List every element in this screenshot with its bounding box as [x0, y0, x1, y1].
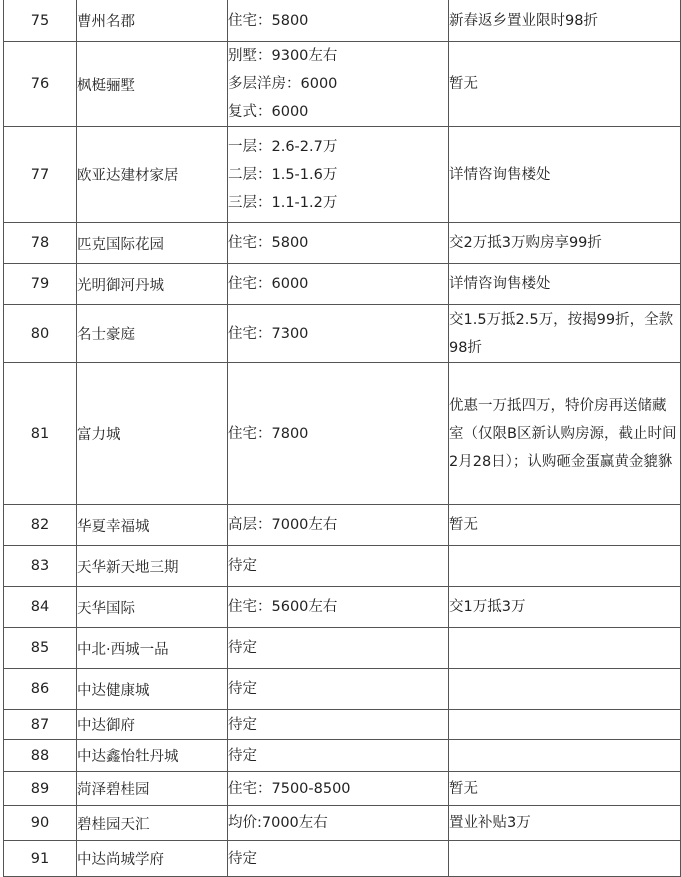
price-cell	[228, 363, 449, 505]
project-name: 曹州名郡	[77, 0, 228, 42]
promotion-cell	[449, 546, 681, 587]
project-name: 天华新天地三期	[77, 546, 228, 587]
price-line: 待定	[228, 558, 257, 574]
row-number: 89	[4, 772, 77, 806]
price-line: 待定	[228, 640, 257, 656]
price-line: 别墅：9300左右	[228, 48, 338, 64]
price-cell	[228, 0, 449, 42]
table-row	[4, 363, 681, 505]
project-name: 碧桂园天汇	[77, 806, 228, 841]
table-row	[4, 42, 681, 127]
price-line: 待定	[228, 850, 257, 867]
promotion-cell: 暂无	[449, 505, 681, 546]
table-row	[4, 841, 681, 877]
table-row	[4, 223, 681, 264]
price-line: 待定	[228, 747, 257, 764]
price-cell	[228, 264, 449, 305]
price-cell	[228, 841, 449, 877]
price-cell	[228, 127, 449, 223]
table-row	[4, 710, 681, 740]
promotion-cell: 交2万抵3万购房享99折	[449, 223, 681, 264]
price-cell	[228, 806, 449, 841]
row-number: 78	[4, 223, 77, 264]
project-name: 中达御府	[77, 710, 228, 740]
promotion-cell: 暂无	[449, 772, 681, 806]
row-number: 80	[4, 305, 77, 363]
price-line: 住宅：7300	[228, 325, 309, 342]
project-name: 中达健康城	[77, 669, 228, 710]
table-row	[4, 546, 681, 587]
table-row	[4, 669, 681, 710]
table-row	[4, 0, 681, 42]
row-number: 81	[4, 363, 77, 505]
price-line: 二层：1.5-1.6万	[228, 166, 338, 183]
table-row	[4, 772, 681, 806]
promotion-cell: 详情咨询售楼处	[449, 264, 681, 305]
row-number: 88	[4, 740, 77, 772]
price-line: 住宅：5800	[228, 12, 309, 29]
project-name: 匹克国际花园	[77, 223, 228, 264]
listing-table	[3, 0, 681, 877]
promotion-cell	[449, 669, 681, 710]
price-cell	[228, 740, 449, 772]
price-line: 住宅：5800	[228, 235, 309, 251]
table-row	[4, 587, 681, 628]
row-number: 82	[4, 505, 77, 546]
row-number: 87	[4, 710, 77, 740]
price-line: 住宅：6000	[228, 276, 309, 292]
promotion-cell: 新春返乡置业限时98折	[449, 0, 681, 42]
table-row	[4, 264, 681, 305]
price-line: 待定	[228, 681, 257, 697]
price-line: 均价:7000左右	[228, 815, 328, 831]
promotion-cell: 暂无	[449, 42, 681, 127]
price-cell	[228, 710, 449, 740]
project-name: 中达尚城学府	[77, 841, 228, 877]
table-row	[4, 806, 681, 841]
price-cell	[228, 546, 449, 587]
table-row	[4, 740, 681, 772]
project-name: 枫梃骊墅	[77, 42, 228, 127]
price-cell	[228, 628, 449, 669]
project-name: 华夏幸福城	[77, 505, 228, 546]
row-number: 85	[4, 628, 77, 669]
promotion-cell: 交1万抵3万	[449, 587, 681, 628]
row-number: 86	[4, 669, 77, 710]
row-number: 90	[4, 806, 77, 841]
price-line: 复式：6000	[228, 104, 309, 120]
row-number: 79	[4, 264, 77, 305]
row-number: 76	[4, 42, 77, 127]
project-name: 中北·西城一品	[77, 628, 228, 669]
price-line: 一层：2.6-2.7万	[228, 138, 338, 155]
table-row	[4, 505, 681, 546]
price-line: 待定	[228, 716, 257, 733]
row-number: 77	[4, 127, 77, 223]
table-row	[4, 305, 681, 363]
project-name: 中达鑫怡牡丹城	[77, 740, 228, 772]
promotion-cell	[449, 841, 681, 877]
row-number: 84	[4, 587, 77, 628]
project-name: 富力城	[77, 363, 228, 505]
promotion-cell: 优惠一万抵四万，特价房再送储藏室（仅限B区新认购房源，截止时间2月28日）；认购砸金蛋赢黄金貔貅	[449, 363, 681, 505]
row-number: 83	[4, 546, 77, 587]
project-name: 名士豪庭	[77, 305, 228, 363]
price-cell	[228, 305, 449, 363]
project-name: 光明御河丹城	[77, 264, 228, 305]
row-number: 75	[4, 0, 77, 42]
price-cell	[228, 772, 449, 806]
promotion-cell: 置业补贴3万	[449, 806, 681, 841]
price-line: 住宅：7500-8500	[228, 780, 351, 797]
promotion-cell: 详情咨询售楼处	[449, 127, 681, 223]
price-cell	[228, 223, 449, 264]
project-name: 菏泽碧桂园	[77, 772, 228, 806]
price-cell	[228, 505, 449, 546]
promotion-cell: 交1.5万抵2.5万，按揭99折，全款98折	[449, 305, 681, 363]
price-line: 三层：1.1-1.2万	[228, 194, 338, 211]
price-cell	[228, 587, 449, 628]
row-number: 91	[4, 841, 77, 877]
price-line: 住宅：7800	[228, 425, 309, 442]
price-cell	[228, 42, 449, 127]
price-line: 多层洋房：6000	[228, 76, 338, 92]
promotion-cell	[449, 710, 681, 740]
price-line: 高层：7000左右	[228, 517, 338, 533]
table-row	[4, 628, 681, 669]
price-cell	[228, 669, 449, 710]
price-line: 住宅：5600左右	[228, 599, 338, 615]
project-name: 天华国际	[77, 587, 228, 628]
promotion-cell	[449, 740, 681, 772]
listing-table-body	[4, 0, 681, 877]
table-row	[4, 127, 681, 223]
promotion-cell	[449, 628, 681, 669]
project-name: 欧亚达建材家居	[77, 127, 228, 223]
